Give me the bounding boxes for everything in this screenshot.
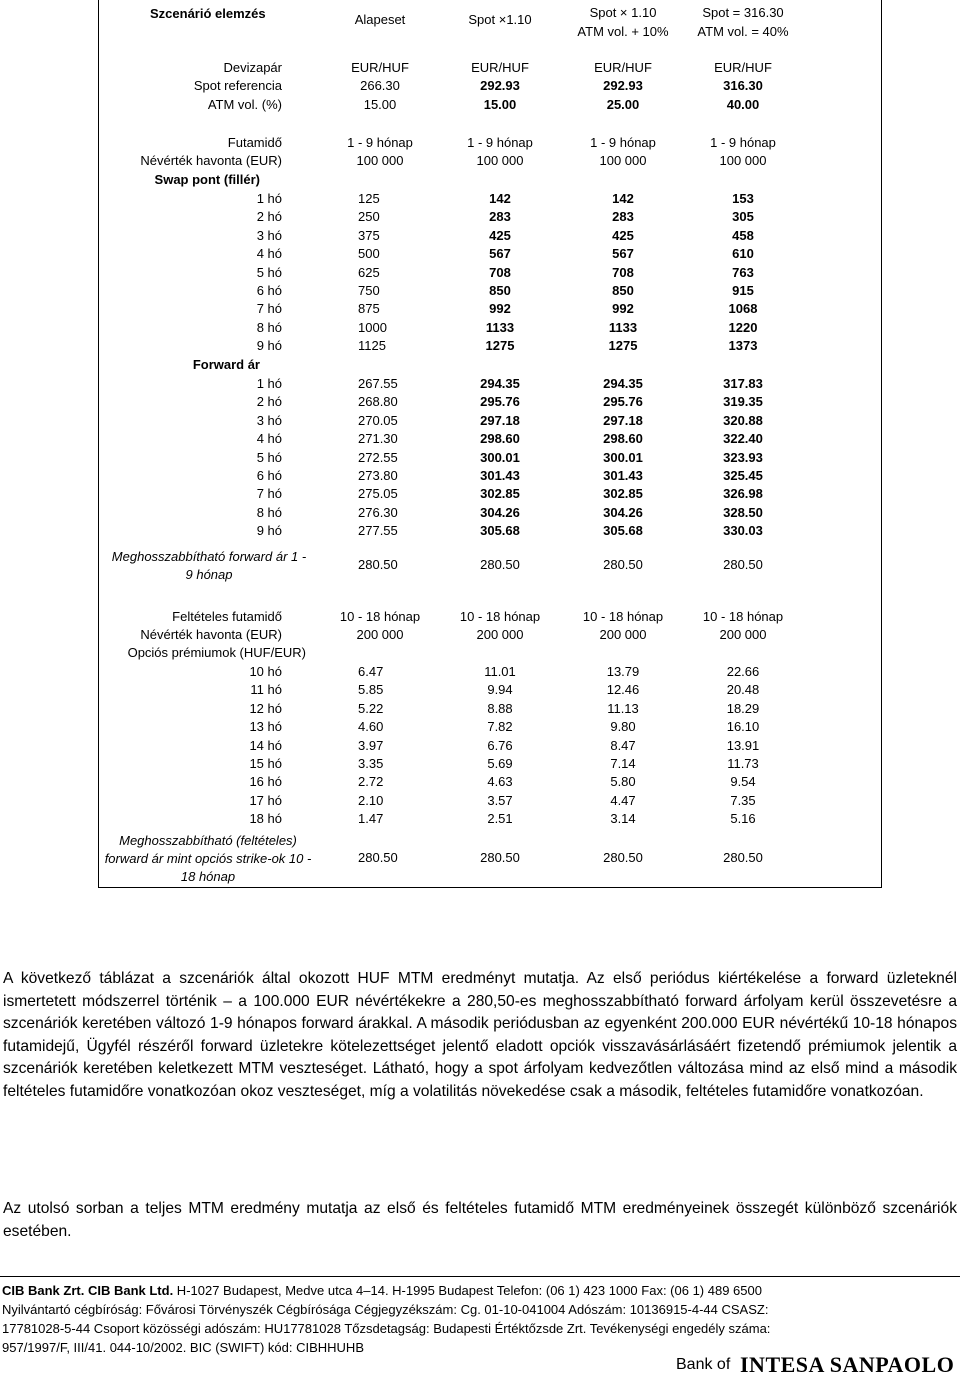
cell: 500: [358, 246, 380, 262]
scenario-4-header-line1: Spot = 316.30: [702, 5, 784, 20]
cell: 992: [612, 301, 634, 317]
footer-line-1: [2, 1283, 762, 1298]
row-label: Swap pont (fillér): [154, 172, 260, 187]
cell: 1220: [728, 319, 758, 335]
cell: 567: [489, 246, 511, 262]
cell: 15.00: [483, 97, 517, 112]
cell: 708: [612, 264, 634, 280]
row-label: 6 hó: [256, 468, 282, 483]
cell: 304.26: [603, 504, 643, 520]
currency-row: [0, 78, 960, 96]
cell: 280.50: [603, 557, 643, 572]
scenario-1-header: Alapeset: [354, 12, 406, 27]
extendable-forward-values: [0, 557, 960, 575]
row-label: 6 hó: [256, 283, 282, 298]
currency-row: [0, 60, 960, 78]
cell: 40.00: [726, 97, 760, 112]
cell: 275.05: [358, 486, 398, 502]
cell: EUR/HUF: [351, 60, 409, 75]
cell: 610: [732, 246, 754, 262]
swap-row: [0, 246, 960, 264]
row-label: 1 hó: [256, 376, 282, 391]
cell: 297.18: [603, 412, 643, 428]
cell: EUR/HUF: [471, 60, 529, 75]
cell: 1 - 9 hónap: [590, 135, 656, 150]
cell: 280.50: [358, 850, 398, 865]
row-label: 10 hó: [249, 664, 282, 679]
cell: 330.03: [723, 523, 763, 539]
forward-row: [0, 431, 960, 449]
cell: 280.50: [603, 850, 643, 865]
logo-prefix: Bank of: [676, 1356, 731, 1373]
cell: 20.48: [726, 682, 760, 698]
cell: 12.46: [606, 682, 640, 698]
cell: 1 - 9 hónap: [710, 135, 776, 150]
cell: 375: [358, 227, 380, 243]
cell: 16.10: [726, 719, 760, 735]
cell: 2.72: [358, 774, 384, 790]
premium-row: [0, 811, 960, 829]
tenor-row: [0, 135, 960, 153]
row-label: 15 hó: [249, 756, 282, 771]
cell: 271.30: [358, 431, 398, 447]
cell: 5.80: [610, 774, 636, 790]
cell: 200 000: [476, 627, 524, 642]
cell: 317.83: [723, 376, 763, 391]
table-title: Szcenárió elemzés: [150, 6, 266, 21]
scenario-2-header: Spot ×1.10: [468, 12, 532, 27]
cell: 13.91: [726, 737, 760, 753]
cell: 1275: [608, 338, 638, 354]
cell: 1 - 9 hónap: [467, 135, 533, 150]
premium-row: [0, 793, 960, 811]
cell: 3.97: [358, 737, 384, 753]
cell: 10 - 18 hónap: [459, 609, 541, 624]
cell: 283: [489, 209, 511, 225]
extendable-conditional-label: Meghosszabbítható (feltételes) forward ár mint opciós strike-ok 10 - 18 hónap: [104, 833, 312, 884]
cell: 298.60: [603, 431, 643, 447]
cell: 425: [489, 227, 511, 243]
cell: 15.00: [363, 97, 397, 112]
row-label: 1 hó: [256, 191, 282, 206]
address: H-1027 Budapest, Medve utca 4–14. H-1995 Budapest Telefon: (06 1) 423 1000 Fax: (06 1) 489 6500: [173, 1283, 762, 1298]
cell: 302.85: [603, 486, 643, 502]
cell: 270.05: [358, 412, 398, 428]
cell: EUR/HUF: [714, 60, 772, 75]
cell: 9.94: [487, 682, 513, 698]
row-label: 8 hó: [256, 319, 282, 335]
cell: 2.51: [487, 811, 513, 827]
row-label: 17 hó: [249, 792, 282, 808]
forward-row: [0, 523, 960, 541]
row-label: Feltételes futamidő: [172, 609, 282, 624]
cell: 5.16: [730, 811, 756, 827]
cell: 276.30: [358, 504, 398, 520]
cell: 2.10: [358, 792, 384, 808]
row-label: 9 hó: [256, 338, 282, 354]
row-label: Futamidő: [227, 135, 282, 150]
bank-logo: INTESA SANPAOLO: [740, 1352, 955, 1377]
row-label: Forward ár: [192, 357, 260, 372]
row-label: 13 hó: [249, 719, 282, 735]
cell: 100 000: [476, 153, 524, 168]
cell: 9.54: [730, 774, 756, 790]
row-label: ATM vol. (%): [207, 97, 282, 112]
swap-row: [0, 209, 960, 227]
premium-row: [0, 756, 960, 774]
row-label: 12 hó: [249, 700, 282, 716]
cell: 125: [358, 191, 380, 206]
row-label: Névérték havonta (EUR): [140, 627, 282, 642]
premium-row: [0, 664, 960, 682]
row-label: 5 hó: [256, 264, 282, 280]
cell: 200 000: [719, 627, 767, 642]
cell: 325.45: [723, 468, 763, 483]
cell: 875: [358, 301, 380, 317]
cell: 4.47: [610, 792, 636, 808]
forward-row: [0, 486, 960, 504]
cell: 298.60: [480, 431, 520, 447]
scenario-3-header-line1: Spot × 1.10: [589, 5, 657, 20]
cell: 1275: [485, 338, 515, 354]
cell: 915: [732, 283, 754, 298]
cell: 200 000: [599, 627, 647, 642]
row-label: Opciós prémiumok (HUF/EUR): [127, 645, 306, 660]
extendable-conditional-values: [0, 850, 960, 868]
cell: 153: [732, 191, 754, 206]
row-label: 4 hó: [256, 431, 282, 447]
cell: 280.50: [358, 557, 398, 572]
premium-row: [0, 682, 960, 700]
cell: 7.82: [487, 719, 513, 735]
row-label: 4 hó: [256, 246, 282, 262]
cell: 1133: [485, 319, 515, 335]
footer-line-3: 17781028-5-44 Csoport közösségi adószám: HU17781028 Tőzsdetagság: Budapesti Értéktőzsde Zrt. Tevékenységi engedély száma:: [2, 1321, 771, 1336]
cell: 301.43: [603, 468, 643, 483]
row-label: 3 hó: [256, 227, 282, 243]
cell: 458: [732, 227, 754, 243]
conditional-tenor-row: [0, 609, 960, 627]
cell: 100 000: [356, 153, 404, 168]
cell: 304.26: [480, 504, 520, 520]
cell: 292.93: [603, 78, 643, 93]
forward-row: [0, 413, 960, 431]
row-label: 8 hó: [256, 504, 282, 520]
row-label: 11 hó: [250, 682, 282, 698]
row-label: 3 hó: [256, 412, 282, 428]
row-label: 5 hó: [256, 449, 282, 465]
swap-row: [0, 283, 960, 301]
cell: EUR/HUF: [594, 60, 652, 75]
cell: 280.50: [723, 557, 763, 572]
scenario-4-header-line2: ATM vol. = 40%: [697, 24, 789, 39]
currency-row: [0, 97, 960, 115]
extendable-forward-label: Meghosszabbítható forward ár 1 - 9 hónap: [111, 549, 307, 582]
swap-title: [0, 172, 960, 190]
cell: 425: [612, 227, 634, 243]
row-label: 14 hó: [249, 737, 282, 753]
cell: 22.66: [726, 664, 760, 679]
cell: 1373: [728, 338, 758, 354]
paragraph-1: A következő táblázat a szcenáriók által okozott HUF MTM eredményt mutatja. Az első periódus kiértékelése a forward üzleteknél ismertetett módszerrel történik – a 100.000 EUR névértékekre a 280,50-es meghosszabbítható forward árfolyam kerül összevetésre a szcenáriók keretében változó 1-9 hónapos forward árakkal. A második periódusban az egyenként 200.000 EUR névértékű 10-18 hónapos futamidejű, Ügyfél részéről forward üzletekre kötelezettséget jelentő eladott opciók visszavásárlásáért fizetendő prémiumok jelentik a szcenáriók keretében keletkezett MTM veszteséget. Látható, hogy a spot árfolyam kedvezőtlen változása mind az első mind a második feltételes futamidőre vonatkozóan okoz veszteséget, míg a volatilitás növekedése csak a második, feltételes futamidőre vonatkozóan.: [3, 970, 957, 1100]
cell: 1.47: [358, 811, 384, 827]
cell: 850: [612, 283, 634, 298]
notional-row: [0, 153, 960, 171]
cell: 323.93: [723, 449, 763, 465]
forward-row: [0, 394, 960, 412]
cell: 7.14: [610, 756, 636, 771]
cell: 992: [489, 301, 511, 317]
premium-title: [0, 645, 960, 663]
cell: 7.35: [730, 792, 756, 808]
scenario-header-row-bottom: [0, 24, 960, 42]
cell: 1000: [358, 319, 387, 335]
cell: 18.29: [726, 700, 760, 716]
row-label: 16 hó: [249, 774, 282, 790]
cell: 322.40: [723, 431, 763, 447]
row-label: 9 hó: [256, 523, 282, 539]
cell: 305.68: [480, 523, 520, 539]
cell: 11.01: [484, 664, 516, 679]
cell: 6.76: [487, 737, 513, 753]
cell: 10 - 18 hónap: [339, 609, 421, 624]
swap-row: [0, 265, 960, 283]
cell: 763: [732, 264, 754, 280]
cell: 302.85: [480, 486, 520, 502]
conditional-notional-row: [0, 627, 960, 645]
cell: 294.35: [480, 376, 520, 391]
cell: 300.01: [480, 449, 520, 465]
premium-row: [0, 774, 960, 792]
cell: 3.57: [487, 792, 513, 808]
cell: 142: [489, 191, 511, 206]
cell: 11.73: [727, 756, 759, 771]
cell: 100 000: [719, 153, 767, 168]
cell: 273.80: [358, 468, 398, 483]
cell: 8.88: [487, 700, 513, 716]
cell: 11.13: [607, 700, 639, 716]
cell: 320.88: [723, 412, 763, 428]
premium-row: [0, 738, 960, 756]
row-label: 7 hó: [256, 486, 282, 502]
cell: 13.79: [606, 664, 640, 679]
cell: 9.80: [610, 719, 636, 735]
cell: 6.47: [358, 664, 384, 679]
cell: 100 000: [599, 153, 647, 168]
cell: 250: [358, 209, 380, 225]
footer-line-2: Nyilvántartó cégbíróság: Fővárosi Törvényszék Cégbírósága Cégjegyzékszám: Cg. 01-10-041004 Adószám: 10136915-4-44 CSASZ:: [2, 1302, 769, 1317]
cell: 280.50: [480, 557, 520, 572]
cell: 625: [358, 264, 380, 280]
swap-row: [0, 301, 960, 319]
cell: 277.55: [358, 523, 398, 539]
cell: 5.85: [358, 682, 384, 698]
cell: 708: [489, 264, 511, 280]
cell: 301.43: [480, 468, 520, 483]
cell: 316.30: [723, 78, 763, 93]
cell: 5.69: [487, 756, 513, 771]
forward-row: [0, 376, 960, 394]
cell: 750: [358, 283, 380, 298]
row-label: 18 hó: [249, 811, 282, 827]
cell: 1125: [358, 338, 386, 354]
cell: 4.63: [487, 774, 513, 790]
cell: 280.50: [480, 850, 520, 865]
cell: 266.30: [360, 78, 400, 93]
cell: 267.55: [358, 376, 398, 391]
swap-row: [0, 191, 960, 209]
scenario-header-row-top: [0, 5, 960, 23]
cell: 326.98: [723, 486, 763, 502]
swap-row: [0, 228, 960, 246]
cell: 4.60: [358, 719, 384, 735]
cell: 1068: [728, 301, 758, 317]
cell: 283: [612, 209, 634, 225]
forward-row: [0, 505, 960, 523]
row-label: 2 hó: [256, 394, 282, 410]
row-label: Devizapár: [223, 60, 282, 75]
forward-row: [0, 450, 960, 468]
cell: 297.18: [480, 412, 520, 428]
row-label: 2 hó: [256, 209, 282, 225]
premium-row: [0, 701, 960, 719]
cell: 200 000: [356, 627, 404, 642]
cell: 1133: [608, 319, 638, 335]
swap-row: [0, 320, 960, 338]
cell: 25.00: [606, 97, 640, 112]
cell: 8.47: [610, 737, 636, 753]
forward-row: [0, 468, 960, 486]
cell: 280.50: [723, 850, 763, 865]
row-label: 7 hó: [256, 301, 282, 317]
cell: 268.80: [358, 394, 398, 410]
cell: 272.55: [358, 449, 398, 465]
cell: 142: [612, 191, 634, 206]
cell: 305: [732, 209, 754, 225]
cell: 300.01: [603, 449, 643, 465]
premium-row: [0, 719, 960, 737]
footer-line-4: 957/1997/F, III/41. 044-10/2002. BIC (SWIFT) kód: CIBHHUHB: [2, 1340, 364, 1355]
forward-title: [0, 357, 960, 375]
cell: 3.14: [610, 811, 636, 827]
cell: 10 - 18 hónap: [582, 609, 664, 624]
cell: 10 - 18 hónap: [702, 609, 784, 624]
cell: 292.93: [480, 78, 520, 93]
cell: 1 - 9 hónap: [347, 135, 413, 150]
cell: 3.35: [358, 756, 384, 771]
cell: 305.68: [603, 523, 643, 539]
swap-row: [0, 338, 960, 356]
row-label: Névérték havonta (EUR): [140, 153, 282, 168]
cell: 295.76: [480, 394, 520, 410]
cell: 328.50: [723, 504, 763, 520]
row-label: Spot referencia: [193, 78, 282, 93]
cell: 294.35: [603, 376, 643, 391]
cell: 319.35: [723, 394, 763, 410]
cell: 295.76: [603, 394, 643, 410]
cell: 850: [489, 283, 511, 298]
scenario-3-header-line2: ATM vol. + 10%: [577, 24, 669, 39]
cell: 567: [612, 246, 634, 262]
paragraph-2: Az utolsó sorban a teljes MTM eredmény mutatja az első és feltételes futamidő MTM eredményeinek összegét különböző szcenáriók esetében.: [3, 1200, 957, 1240]
cell: 5.22: [358, 700, 384, 716]
company-name: CIB Bank Zrt. CIB Bank Ltd.: [2, 1283, 174, 1298]
